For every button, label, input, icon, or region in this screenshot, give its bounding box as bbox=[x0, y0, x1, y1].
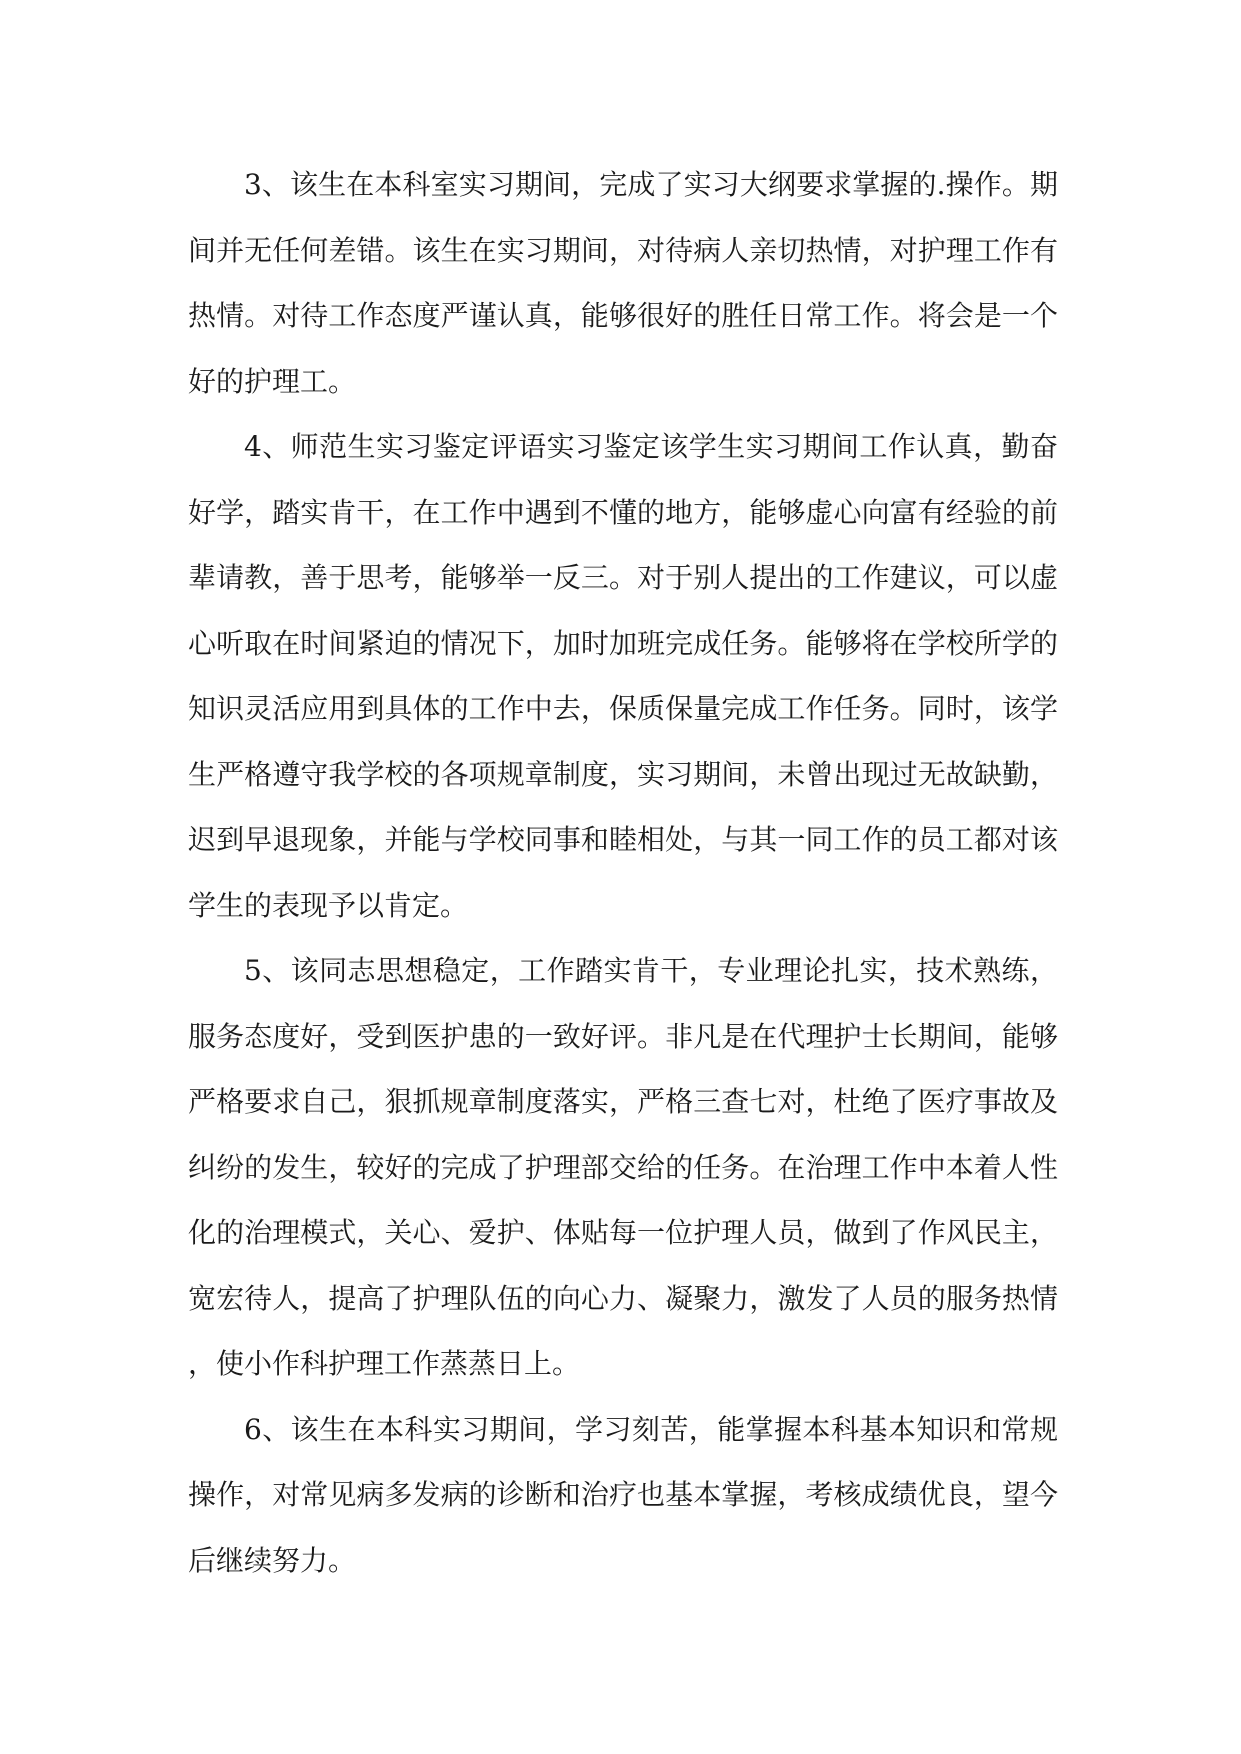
document-body bbox=[188, 152, 1058, 1593]
paragraph-3: 3、该生在本科室实习期间，完成了实习大纲要求掌握的.操作。期间并无任何差错。该生在实习期间，对待病人亲切热情，对护理工作有热情。对待工作态度严谨认真，能够很好的胜任日常工作。将会是一个好的护理工。 bbox=[188, 168, 1058, 398]
paragraph-6: 6、该生在本科实习期间，学习刻苦，能掌握本科基本知识和常规操作，对常见病多发病的诊断和治疗也基本掌握，考核成绩优良，望今后继续努力。 bbox=[188, 1412, 1058, 1577]
paragraph-5: 5、该同志思想稳定，工作踏实肯干，专业理论扎实，技术熟练，服务态度好，受到医护患的一致好评。非凡是在代理护士长期间，能够严格要求自己，狠抓规章制度落实，严格三查七对，杜绝了医疗事故及纠纷的发生，较好的完成了护理部交给的任务。在治理工作中本着人性化的治理模式，关心、爱护、体贴每一位护理人员，做到了作风民主，宽宏待人，提高了护理队伍的向心力、凝聚力，激发了人员的服务热情，使小作科护理工作蒸蒸日上。 bbox=[188, 954, 1058, 1380]
paragraph-4: 4、师范生实习鉴定评语实习鉴定该学生实习期间工作认真，勤奋好学，踏实肯干，在工作中遇到不懂的地方，能够虚心向富有经验的前辈请教，善于思考，能够举一反三。对于别人提出的工作建议，可以虚心听取在时间紧迫的情况下，加时加班完成任务。能够将在学校所学的知识灵活应用到具体的工作中去，保质保量完成工作任务。同时，该学生严格遵守我学校的各项规章制度，实习期间，未曾出现过无故缺勤，迟到早退现象，并能与学校同事和睦相处，与其一同工作的员工都对该学生的表现予以肯定。 bbox=[188, 430, 1058, 922]
